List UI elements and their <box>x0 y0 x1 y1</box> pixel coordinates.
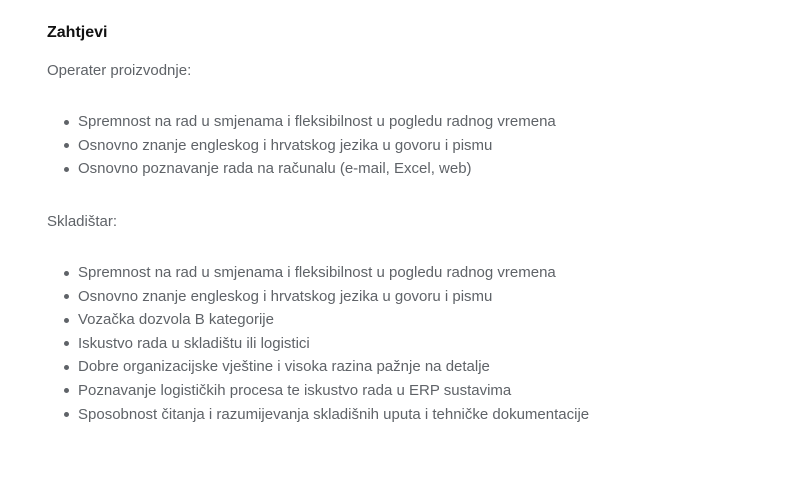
list-item-text: Osnovno znanje engleskog i hrvatskog jezika u govoru i pismu <box>78 136 493 154</box>
list-item-text: Dobre organizacijske vještine i visoka razina pažnje na detalje <box>78 358 490 376</box>
list-item-text: Iskustvo rada u skladištu ili logistici <box>78 334 310 352</box>
role-label-production-operator: Operater proizvodnje: <box>47 62 192 79</box>
bullet-icon <box>64 318 69 323</box>
bullet-icon <box>64 388 69 393</box>
bullet-icon <box>64 120 69 125</box>
list-item <box>47 355 589 379</box>
requirements-list-warehouse-worker <box>47 261 589 426</box>
bullet-icon <box>64 365 69 370</box>
bullet-icon <box>64 341 69 346</box>
list-item <box>47 285 589 309</box>
section-heading: Zahtjevi <box>47 24 108 41</box>
bullet-icon <box>64 167 69 172</box>
list-item-text: Spremnost na rad u smjenama i fleksibilnost u pogledu radnog vremena <box>78 113 556 130</box>
list-item-text: Osnovno poznavanje rada na računalu (e-mail, Excel, web) <box>78 160 472 178</box>
list-item-text: Vozačka dozvola B kategorije <box>78 311 274 329</box>
list-item-text: Poznavanje logističkih procesa te iskustvo rada u ERP sustavima <box>78 381 512 399</box>
bullet-icon <box>64 143 69 148</box>
bullet-icon <box>64 271 69 276</box>
bullet-icon <box>64 294 69 299</box>
list-item <box>47 110 556 134</box>
list-item-text: Osnovno znanje engleskog i hrvatskog jezika u govoru i pismu <box>78 287 493 305</box>
list-item-text: Sposobnost čitanja i razumijevanja skladišnih uputa i tehničke dokumentacije <box>78 405 590 423</box>
requirements-list-production-operator <box>47 110 556 181</box>
list-item <box>47 261 589 285</box>
list-item <box>47 157 556 181</box>
list-item <box>47 134 556 158</box>
list-item <box>47 403 589 427</box>
list-item <box>47 379 589 403</box>
list-item <box>47 308 589 332</box>
list-item-text: Spremnost na rad u smjenama i fleksibilnost u pogledu radnog vremena <box>78 264 556 281</box>
role-label-warehouse-worker: Skladištar: <box>47 213 118 230</box>
list-item <box>47 332 589 356</box>
bullet-icon <box>64 412 69 417</box>
